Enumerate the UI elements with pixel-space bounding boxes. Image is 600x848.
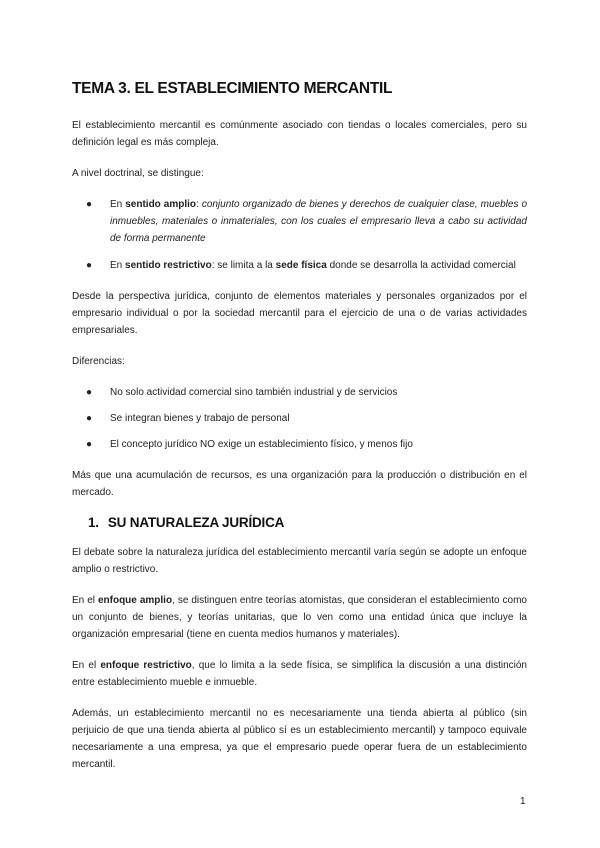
page-content (72, 80, 527, 787)
broad-approach-paragraph (72, 592, 527, 643)
difference-text: El concepto jurídico NO exige un establecimiento físico, y menos fijo (110, 439, 413, 450)
list-item (72, 436, 527, 453)
approach-text: , se distinguen entre teorías atomistas, que consideran el establecimiento como un conjunto de bienes, y teorías unitarias, que lo ven como una entidad única que incluye la organización empresarial (tiene en cuenta medios humanos y materiales). (72, 595, 527, 640)
sense-prefix: En (110, 260, 126, 271)
restrictive-approach-paragraph (72, 657, 527, 691)
list-item (72, 410, 527, 427)
differences-label: Diferencias: (72, 356, 125, 367)
section-heading (72, 515, 527, 530)
summary-paragraph: Más que una acumulación de recursos, es una organización para la producción o distribución en el mercado. (72, 470, 527, 498)
legal-perspective-paragraph: Desde la perspectiva jurídica, conjunto de elementos materiales y personales organizados por el empresario individual o por la sociedad mercantil para el ejercicio de una o de varias actividades empresariales. (72, 291, 527, 336)
bullet-icon: ● (86, 199, 93, 210)
sense-term: sentido amplio (125, 199, 197, 210)
page-number: 1 (520, 796, 526, 807)
section-number: 1. (88, 515, 99, 530)
differences-list (72, 384, 527, 453)
list-item (72, 384, 527, 401)
section-title: SU NATURALEZA JURÍDICA (107, 515, 285, 530)
sense-definition: conjunto organizado de bienes y derechos de cualquier clase, muebles o inmuebles, materiales o inmateriales, con los cuales el empresario lleva a cabo su actividad de forma permanente (110, 199, 528, 244)
debate-paragraph: El debate sobre la naturaleza jurídica del establecimiento mercantil varía según se adopte un enfoque amplio o restrictivo. (72, 547, 527, 575)
sense-term-secondary: sede física (275, 260, 327, 271)
list-item-broad-sense (72, 196, 527, 247)
closing-paragraph: Además, un establecimiento mercantil no es necesariamente una tienda abierta al público (sin perjuicio de que una tienda abierta al público sí es un establecimiento mercantil) y tampoco equivale necesariamente a una empresa, ya que el empresario puede operar fuera de un establecimiento mercantil. (72, 708, 527, 770)
approach-term: enfoque restrictivo (100, 660, 192, 671)
sense-term: sentido restrictivo (125, 260, 212, 271)
sense-colon: : (196, 199, 202, 210)
page-title: TEMA 3. EL ESTABLECIMIENTO MERCANTIL (72, 80, 393, 97)
sense-definition: donde se desarrolla la actividad comercial (326, 260, 516, 271)
intro-paragraph: El establecimiento mercantil es comúnmente asociado con tiendas o locales comerciales, pero su definición legal es más compleja. (72, 120, 527, 148)
bullet-icon: ● (86, 413, 93, 424)
bullet-icon: ● (86, 387, 93, 398)
bullet-icon: ● (86, 260, 93, 271)
sense-prefix: En (110, 199, 126, 210)
sense-colon: : se limita a la (211, 260, 276, 271)
approach-term: enfoque amplio (97, 595, 173, 606)
approach-prefix: En el (72, 595, 98, 606)
difference-text: Se integran bienes y trabajo de personal (110, 413, 290, 424)
difference-text: No solo actividad comercial sino también industrial y de servicios (110, 387, 398, 398)
approach-text: , que lo limita a la sede física, se simplifica la discusión a una distinción entre establecimiento mueble e inmueble. (72, 660, 527, 688)
bullet-icon: ● (86, 439, 93, 450)
approach-prefix: En el (72, 660, 101, 671)
doctrinal-intro: A nivel doctrinal, se distingue: (72, 168, 204, 179)
list-item-restrictive-sense (72, 257, 527, 274)
senses-list (72, 196, 527, 274)
